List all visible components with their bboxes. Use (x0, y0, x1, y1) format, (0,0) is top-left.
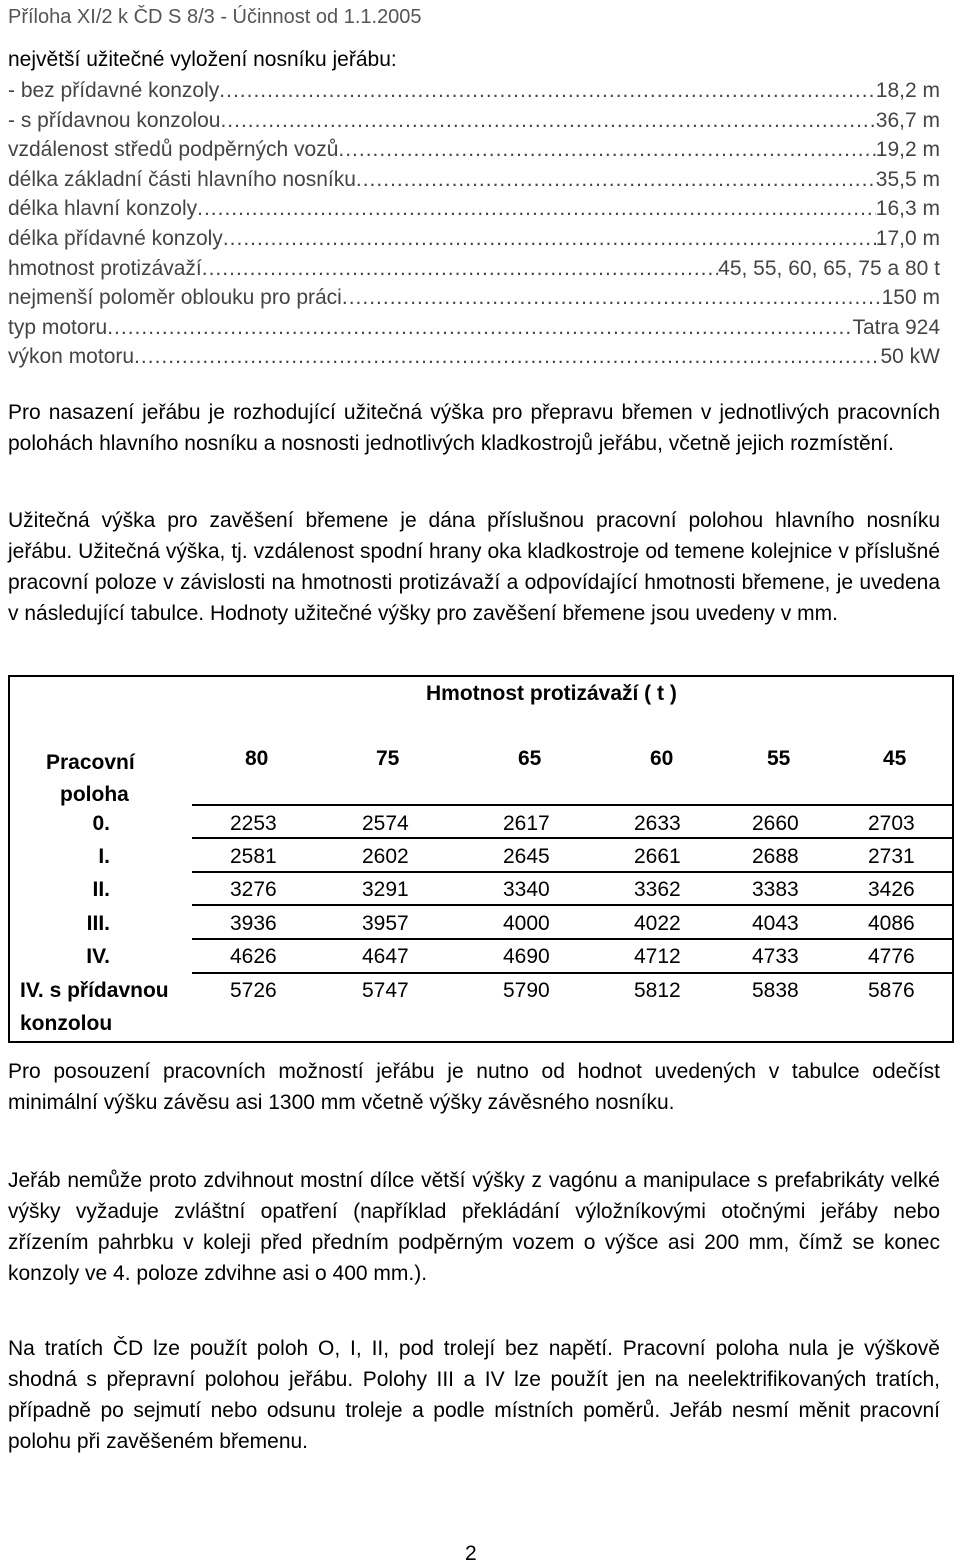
table-cell: 2731 (868, 845, 915, 868)
table-cell: 5876 (868, 979, 915, 1002)
spec-label: - s přídavnou konzolou (8, 108, 221, 132)
column-header: 55 (767, 747, 791, 770)
table-cell: 3426 (868, 878, 915, 901)
leader-dots (338, 135, 875, 165)
table-cell: 2660 (752, 812, 799, 835)
table-cell: 5790 (503, 979, 550, 1002)
column-header: 65 (518, 747, 542, 770)
spec-label: hmotnost protizávaží (8, 256, 202, 280)
table-cell: 5726 (230, 979, 277, 1002)
table-cell: 4626 (230, 945, 277, 968)
table-rule (192, 904, 952, 906)
spec-row (8, 342, 940, 372)
useful-height-table (8, 675, 954, 1043)
crane-specifications (8, 44, 940, 372)
table-cell: 2602 (362, 845, 409, 868)
paragraph-useful-height: Pro nasazení jeřábu je rozhodující užitečná výška pro přepravu břemen v jednotlivých pracovních polohách hlavního nosníku a nosnosti jednotlivých kladkostrojů jeřábu, včetně jejich rozmístění. (8, 401, 940, 455)
table-cell: 3957 (362, 912, 409, 935)
table-rule (192, 972, 952, 974)
table-cell: 2633 (634, 812, 681, 835)
spec-row (8, 106, 940, 136)
spec-value: 150 m (881, 286, 940, 310)
table-rule (192, 804, 952, 806)
table-cell: 2617 (503, 812, 550, 835)
table-title: Hmotnost protizávaží ( t ) (426, 682, 677, 705)
spec-label: - bez přídavné konzoly (8, 79, 220, 102)
table-cell: 4086 (868, 912, 915, 935)
spec-value: 36,7 m (875, 108, 940, 132)
table-rule (192, 871, 952, 873)
row-label: I. (98, 845, 110, 868)
spec-row (8, 194, 940, 224)
leader-dots (197, 194, 876, 224)
column-header: 60 (650, 747, 674, 770)
spec-row (8, 76, 940, 106)
table-cell: 3936 (230, 912, 277, 935)
table-cell: 4776 (868, 945, 915, 968)
leader-dots (202, 254, 718, 284)
table-cell: 3276 (230, 878, 277, 901)
row-label-line2: konzolou (20, 1012, 113, 1035)
column-header: 45 (883, 747, 907, 770)
table-cell: 4043 (752, 912, 799, 935)
spec-label: délka hlavní konzoly (8, 197, 198, 221)
table-cell: 5838 (752, 979, 799, 1002)
leader-dots (342, 283, 882, 313)
spec-intro: největší užitečné vyložení nosníku jeřábu: (8, 48, 397, 71)
spec-label: délka přídavné konzoly (8, 226, 223, 250)
spec-value: 18,2 m (875, 79, 940, 102)
spec-row (8, 165, 940, 195)
leader-dots (223, 224, 876, 254)
spec-row (8, 313, 940, 343)
page-number: 2 (465, 1542, 477, 1565)
row-label: IV. s přídavnou (20, 979, 169, 1002)
table-cell: 4000 (503, 912, 550, 935)
spec-label: výkon motoru (8, 345, 135, 369)
spec-row (8, 254, 940, 284)
spec-value: 50 kW (880, 345, 940, 369)
paragraph-minimum-height: Pro posouzení pracovních možností jeřábu je nutno od hodnot uvedených v tabulce odečíst minimální výšku závěsu asi 1300 mm včetně výšky závěsného nosníku. (8, 1060, 940, 1114)
table-cell: 3291 (362, 878, 409, 901)
table-cell: 4647 (362, 945, 409, 968)
spec-row (8, 283, 940, 313)
table-cell: 2645 (503, 845, 550, 868)
table-cell: 5812 (634, 979, 681, 1002)
spec-value: 16,3 m (875, 197, 940, 221)
table-cell: 2253 (230, 812, 277, 835)
table-cell: 4712 (634, 945, 681, 968)
row-label: II. (92, 878, 110, 901)
leader-dots (219, 76, 876, 106)
paragraph-track-usage: Na tratích ČD lze použít poloh O, I, II, pod trolejí bez napětí. Pracovní poloha nula je výškově shodná s přepravní polohou jeřábu. Polohy III a IV lze použít jen na neelektrifikovaných tratích, případně po sejmutí nebo odsunu troleje a podle místních poměrů. Jeřáb nesmí měnit pracovní polohu při zavěšeném břemenu. (8, 1337, 940, 1453)
position-header-line2: poloha (60, 783, 129, 806)
leader-dots (134, 342, 880, 372)
document-header: Příloha XI/2 k ČD S 8/3 - Účinnost od 1.1.2005 (8, 6, 422, 28)
position-header (46, 747, 135, 811)
column-header: 80 (245, 747, 269, 770)
table-cell: 3362 (634, 878, 681, 901)
table-cell: 4733 (752, 945, 799, 968)
table-rule (192, 837, 952, 839)
spec-row (8, 224, 940, 254)
column-header: 75 (376, 747, 400, 770)
table-cell: 2703 (868, 812, 915, 835)
spec-value: 35,5 m (875, 167, 940, 191)
paragraph-lifting-limits: Jeřáb nemůže proto zdvihnout mostní dílce větší výšky z vagónu a manipulace s prefabrikáty velké výšky vyžaduje zvláštní opatření (například překládání výložníkovými otočnými jeřáby nebo zřízením pahrbku v koleji před předním podpěrným vozem o výšce asi 200 mm, čímž se konec konzoly ve 4. poloze zdvihne asi o 400 mm.). (8, 1169, 940, 1285)
leader-dots (220, 106, 875, 136)
paragraph-load-suspension: Užitečná výška pro zavěšení břemene je dána příslušnou pracovní polohou hlavního nosníku jeřábu. Užitečná výška, tj. vzdálenost spodní hrany oka kladkostroje od temene kolejnice v příslušné pracovní poloze v závislosti na hmotnosti protizávaží a odpovídající hmotnosti břemene, je uvedena v následující tabulce. Hodnoty užitečné výšky pro zavěšení břemene jsou uvedeny v mm. (8, 509, 940, 625)
table-cell: 2581 (230, 845, 277, 868)
table-cell: 2574 (362, 812, 409, 835)
table-cell: 3340 (503, 878, 550, 901)
spec-label: nejmenší poloměr oblouku pro práci (8, 286, 342, 310)
spec-label: typ motoru (8, 315, 108, 339)
table-rule (192, 938, 952, 940)
spec-row (8, 135, 940, 165)
table-cell: 2661 (634, 845, 681, 868)
row-label: 0. (92, 812, 110, 835)
table-cell: 2688 (752, 845, 799, 868)
leader-dots (356, 165, 876, 195)
spec-value: Tatra 924 (852, 315, 940, 339)
table-cell: 4022 (634, 912, 681, 935)
table-cell: 4690 (503, 945, 550, 968)
table-cell: 5747 (362, 979, 409, 1002)
spec-value: 17,0 m (875, 226, 940, 250)
position-header-line1: Pracovní (46, 751, 135, 774)
spec-value: 19,2 m (875, 138, 940, 162)
spec-label: délka základní části hlavního nosníku (8, 167, 356, 191)
row-label: IV. (86, 945, 110, 968)
spec-value: 45, 55, 60, 65, 75 a 80 t (718, 256, 940, 280)
leader-dots (107, 313, 852, 343)
row-label: III. (86, 912, 110, 935)
spec-label: vzdálenost středů podpěrných vozů (8, 138, 339, 162)
table-cell: 3383 (752, 878, 799, 901)
